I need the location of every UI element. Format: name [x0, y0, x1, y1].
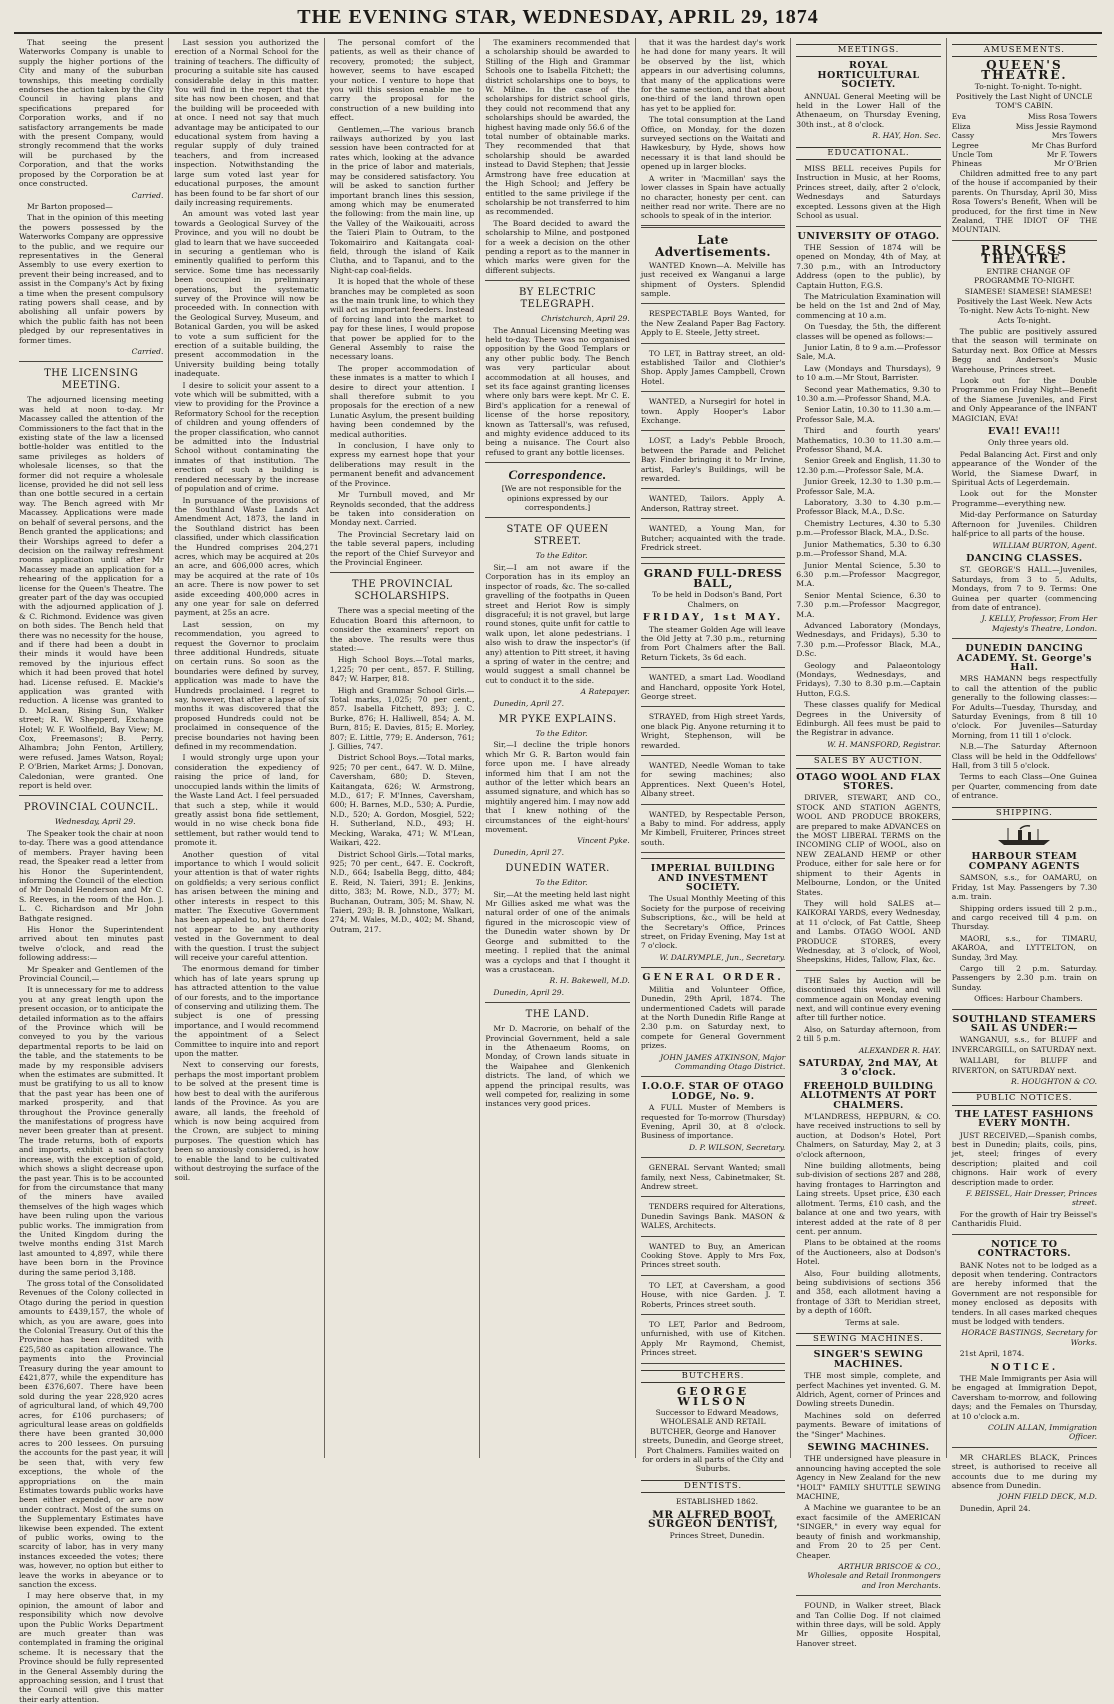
- paragraph: I desire to solicit your assent to a vote which will be submitted, with a view to providing for the Province a Reformatory School for the reception of children and young offenders of the proper classification, who cannot be admitted into the Industrial School without contaminating the inmates of that institution. The erection of such a building is rendered necessary by the increase of population and of crime.: [174, 380, 319, 494]
- notice-signature: COLIN ALLAN, Immigration Officer.: [988, 1423, 1098, 1442]
- meetings-banner: MEETINGS.: [796, 44, 940, 57]
- paragraph: Last session, on my recommendation, you agreed to request the Governor to proclaim three additional Hundreds, situate on certain runs. So soon as the boundaries were defined by survey, application was made to have the Hundreds proclaimed. I regret to say, however, that after a lapse of six months it was discovered that the proposed Hundreds could not be proclaimed in consequence of the precise boundaries not having been defined in my recommendation.: [174, 619, 319, 752]
- steamship-icon: [952, 824, 1097, 848]
- paragraph: Another question of vital importance to which I would solicit your attention is that of water rights on goldfields; a very serious conflict has arisen between the mining and other interests in respect to this matter. The Executive Government has been appealed to, but there does not appear to be any authority vested in the Government to deal with the question. I trust the subject will receive your careful attention.: [174, 849, 319, 962]
- classified-ad: TO LET, Parlor and Bedroom, unfurnished, with use of Kitchen. Apply Mr Raymond, Chemist, Princes street.: [640, 1320, 786, 1358]
- section-heading-provincial: PROVINCIAL COUNCIL.: [23, 802, 159, 814]
- divider: [952, 638, 1097, 639]
- paragraph: It is hoped that the whole of these branches may be completed as soon as the main trunk line, to which they will act as important feeders. Instead of forcing land into the market to pay for these lines, I would propose that power be applied for to the General Assembly to raise the necessary loans.: [329, 277, 475, 362]
- classified-ad: LOST, a Lady's Pebble Brooch, between the Parade and Pelichet Bay. Finder bringing it to Mr Irvine, artist, Farley's Buildings, will be rewarded.: [640, 436, 786, 484]
- ads-list-3: [641, 1163, 785, 1364]
- sewing-text: THE undersigned have pleasure in announcing having accepted the sole Agency in New Zealand for the new "HOLT" FAMILY SHUTTLE SEWING MACHINE,: [796, 1454, 941, 1502]
- cast-row: [952, 141, 1097, 150]
- classified-ad: GENERAL Servant Wanted; small family, next Ness, Cabinetmaker, St. Andrew street.: [640, 1163, 786, 1191]
- singer-text: THE most simple, complete, and perfect Machines yet invented. G. M. Aldrich, Agent, corner of Princes and Dowling streets Dunedin.: [796, 1371, 941, 1409]
- divider: [641, 1363, 785, 1364]
- cast-row: [952, 122, 1097, 131]
- paragraph: The Board decided to award the scholarship to Milne, and postponed for a week a decision on the other pending a report as to the manner in which marks were given for the different subjects.: [485, 218, 630, 275]
- horticultural-heading: ROYAL HORTICULTURAL SOCIETY.: [817, 60, 920, 91]
- paragraph: I would strongly urge upon your consideration the expediency of raising the price of land, for unoccupied lands within the limits of the Waste Land Act. I feel persuaded that such a step, while it would greatly assist bona fide settlement, would in no wise check bona fide settlement, but rather would tend to promote it.: [174, 753, 319, 848]
- paragraph: That in the opinion of this meeting the powers possessed by the Waterworks Company are oppressive to the public, and we require our representatives in the General Assembly to use every exertion to prevent their being increased, and to assist in the Company's Act by fixing a time when the present compulsory rating powers shall cease, and by abolishing all unfair powers by which the public faith has not been pledged by our representatives in former times.: [19, 213, 164, 345]
- cast-actor: Mrs Towers: [1051, 131, 1098, 141]
- pedal-text: Pedal Balancing Act. First and only appearance of the Wonder of the World, the Siamese Dwarf, in Spiritual Acts of Legerdemain.: [951, 449, 1098, 488]
- butcher-name: GEORGE WILSON: [676, 1385, 750, 1408]
- divider: [641, 391, 785, 392]
- paragraph: District School Girls.—Total marks, 925; 70 per cent., 647. E. Cockroft, N.D., 664; Isabella Begg, ditto, 484; E. Reid, N. Taieri, 391; E. Jenkins, ditto, 383; M. Rowe, N.D., 377; M. Buchanan, Outram, 305; M. Shaw, N. Taieri, 293; B. B. Johnstone, Walkari, 274; M. Wales, M.D., 402; M. Shand, Outram, 217.: [329, 849, 475, 934]
- cast-row: [952, 150, 1097, 159]
- princess-text: SIAMESE! SIAMESE! SIAMESE! Positively the Last Week. New Acts To-night. New Acts To-night. New Acts To-night.: [956, 287, 1092, 325]
- pedal-text: Look out for the Monster Programme—everything new.: [951, 489, 1098, 508]
- class-entry: Junior Greek, 12.30 to 1.30 p.m.—Professor Sale, M.A.: [796, 477, 941, 496]
- classified-ad: RESPECTABLE Boys Wanted, for the New Zealand Paper Bag Factory. Apply to E. Steele, Jetty street.: [640, 309, 786, 338]
- classified-ad: WANTED Known—A. Melville has just received ex Wanganui a large shipment of Oysters. Splendid sample.: [640, 260, 786, 298]
- southland-signature: R. HOUGHTON & CO.: [1011, 1077, 1098, 1086]
- academy-terms: Terms to each Class—One Guinea per Quarter, commencing from date of entrance.: [951, 772, 1098, 801]
- general-order-text: Militia and Volunteer Office, Dunedin, 29th April, 1874. The undermentioned Cadets will parade at the North Dunedin Rifle Range at 2.30 p.m. on Saturday next, to compete for General Government prizes.: [640, 984, 786, 1051]
- cast-actor: Mr O'Brien: [1053, 159, 1098, 169]
- cast-row: [952, 112, 1097, 121]
- to-editor: To the Editor.: [535, 878, 588, 888]
- queens-theatre-heading: QUEEN'S THEATRE.: [981, 58, 1068, 82]
- terms: Terms at sale.: [845, 1317, 900, 1327]
- fashion-note: For the growth of Hair try Beissel's Cantharidis Fluid.: [951, 1209, 1098, 1229]
- cast-role: Eva: [951, 112, 967, 122]
- letter-heading: STATE OF QUEEN STREET.: [506, 524, 609, 548]
- divider: [641, 1314, 785, 1315]
- divider: [485, 280, 629, 281]
- southland-text: WANGANUI, s.s., for BLUFF and INVERCARGILL, on SATURDAY next.: [951, 1035, 1098, 1054]
- masthead-title: THE EVENING STAR, WEDNESDAY, APRIL 29, 1874: [297, 6, 819, 28]
- class-entry: Senior Greek and English, 11.30 to 12.30 p.m.—Professor Sale, M.A.: [796, 456, 941, 475]
- paragraph: The Speaker took the chair at noon to-day. There was a good attendance of members. Prayer having been read, the Speaker read a letter from his Honor the Superintendent, informing the Council of the election of Mr Donald Henderson and Mr C. S. Reeves, in the room of the Hon. J. L. C. Richardson and Mr John Bathgate resigned.: [19, 828, 164, 923]
- cast-role: Phineas: [951, 159, 982, 169]
- column-2: [169, 38, 324, 1458]
- column-3: [325, 38, 480, 1458]
- found-text: FOUND, in Walker street, Black and Tan Collie Dog. If not claimed within three days, will be sold. Apply Mr Gillies, opposite Hospital, Hanover street.: [796, 1601, 941, 1648]
- divider: [19, 361, 163, 362]
- class-entry: Chemistry Lectures, 4.30 to 5.30 p.m.—Professor Black, M.A., D.Sc.: [796, 518, 941, 538]
- divider: [641, 518, 785, 519]
- classified-ad: STRAYED, from High street Yards, one black Pig. Anyone returning it to Wright, Stephenson, will be rewarded.: [640, 712, 786, 750]
- freehold-heading: FREEHOLD BUILDING ALLOTMENTS AT PORT CHALMERS.: [800, 1080, 937, 1111]
- divider: [19, 795, 163, 796]
- sales-text: Also, on Saturday afternoon, from 2 till 5 p.m.: [796, 1024, 941, 1044]
- section-heading-land: THE LAND.: [525, 1009, 590, 1021]
- paragraph: High and Grammar School Girls.—Total marks, 1,025; 70 per cent., 857. Isabella Fitchett, 893; J. C. Burke, 876; H. Halliwell, 854; A. M. Burn, 815; E. Davies, 815; E. Morley, 807; E. Little, 779; E. Anderson, 761; J. Gillies, 747.: [329, 685, 475, 752]
- section-heading-late-ads: Late Advertisements.: [654, 232, 772, 259]
- class-entry: Second year Mathematics, 9.30 to 10.30 a.m.—Professor Shand, M.A.: [796, 384, 941, 403]
- divider: [796, 1595, 940, 1596]
- paragraph: The Provincial Secretary laid on the table several papers, including the report of the Chief Surveyor and the Provincial Engineer.: [329, 529, 475, 567]
- divider: [641, 563, 785, 564]
- harbour-office: Offices: Harbour Chambers.: [974, 994, 1083, 1004]
- imperial-text: The Usual Monthly Meeting of this Society for the purpose of receiving Subscriptions, &c., will be held at the Secretary's Office, Princes street, on Friday Evening, May 1st at 7 o'clock.: [640, 894, 786, 951]
- class-entry: Law (Mondays and Thursdays), 9 to 10 a.m.—Mr Stout, Barrister.: [796, 363, 941, 383]
- singer-heading: SINGER'S SEWING MACHINES.: [813, 1349, 924, 1370]
- paragraph: I may here observe that, in my opinion, the amount of labor and responsibility which now devolve upon the Public Works Department are much greater than was contemplated in framing the original scheme. It is necessary that the Province should be fully represented in the General Assembly during the approaching session, and I trust that the Council will give this matter their early attention.: [19, 1591, 164, 1704]
- cast-role: Eliza: [951, 121, 971, 131]
- matinee-text: Mid-day Performance on Saturday Afternoon for Juveniles. Children half-price to all parts of the house.: [951, 510, 1098, 539]
- cast-list: [952, 112, 1097, 168]
- divider: [641, 303, 785, 304]
- paragraph: Mr Barton proposed—: [27, 201, 113, 211]
- university-note: These classes qualify for Medical Degrees in the University of Edinburgh. All fees must be paid to the Registrar in advance.: [796, 700, 941, 738]
- divider: [641, 1076, 785, 1077]
- ioof-heading: I.O.O.F. STAR OF OTAGO LODGE, No. 9.: [641, 1081, 785, 1102]
- eva-note: Only three years old.: [987, 438, 1069, 448]
- butcher-text: Successor to Edward Meadows, WHOLESALE AND RETAIL BUTCHER, George and Hanover streets, Dunedin, and George street, Port Chalmers. Families waited on for orders in all parts of the City and Suburbs.: [642, 1407, 784, 1474]
- classified-ad: WANTED, Needle Woman to take for sewing machines; also Apprentices. Next Queen's Hotel, Albany street.: [640, 760, 786, 799]
- divider: [641, 706, 785, 707]
- classified-ad: WANTED, a Young Man, for Butcher; acquainted with the trade. Fredrick street.: [640, 524, 786, 553]
- cast-role: Cassy: [951, 131, 975, 141]
- fashion-text: JUST RECEIVED,—Spanish combs, best in Dunedin; plaits, coils, pins, jet, steel; fringes of every description; plaited and coil chignons. Hair work of every description made to order.: [951, 1130, 1098, 1187]
- divider: [330, 572, 474, 573]
- divider: [641, 1275, 785, 1276]
- paragraph: The total consumption at the Land Office, on Monday, for the dozen surveyed sections on the Waitati and Hawkesbury, by Hyde, shows how necessary it is that land should be opened up in larger blocks.: [640, 115, 786, 172]
- classified-ad: WANTED, by Respectable Person, a Baby to mind. For address, apply Mr Kimbell, Fruiterer, Princes street south.: [640, 809, 786, 847]
- paragraph: The adjourned licensing meeting was held at noon to-day. Mr Macassey called the attention of the Commissioners to the fact that in the existing state of the law a licensed bottle-holder was entitled to the same privileges as holders of wholesale licenses, so that the former did not require a wholesale license, provided he did not sell less than one bottle secured in a certain way. The Bench agreed with Mr Macassey. Applications were made on behalf of several persons, and the Bench granted the applications; and their Worships agreed to defer a decision on the railway refreshment rooms application until after Mr Macassey made an application for a rehearing of the application for a license for the Queen's Theatre. The greater part of the day was occupied with the adjourned application of J. & C. Richmond. Evidence was given on both sides. The Bench held that there was no necessity for the house, and if there had been a doubt in their minds it would have been removed by the injurious effect which it had been proved that hotel had. License refused. E. Mackie's application was granted with reduction. A license was granted to D. McLean, Rising Sun, Walker street; R. W. Shepperd, Exchange Hotel; W. F. Woolfield, Bay View; M. Cox, Freemasons'; B. Perry, Alhambra; John Fenton, Artillery, were refused. James Watson, Royal; P. O'Brien, Market Arms; J. Donovan, Caledonian, were granted. One report is held over.: [19, 395, 164, 791]
- divider: [641, 852, 785, 853]
- classified-ad: WANTED to Buy, an American Cooking Stove. Apply to Mrs Fox, Princes street south.: [640, 1241, 786, 1270]
- princess-text: Look out for the Double Programme on Friday Night—Benefit of the Siamese Juveniles, and First and Only Appearance of the INFANT MAGICIAN, EVA!: [951, 376, 1098, 423]
- contract-signature: HORACE BASTINGS, Secretary for Works.: [961, 1328, 1098, 1347]
- divider: [641, 667, 785, 668]
- paragraph: Next to conserving our forests, perhaps the most important problem to be solved at the present time is how best to deal with the auriferous lands of the Province. As you are aware, all lands, the freehold of which is now being acquired from the Crown, are subject to mining purposes. The question which has been so anxiously considered, is how to enable the land to be cultivated without destroying the surface of the soil.: [174, 1060, 319, 1183]
- princess-text: The public are positively assured that the season will terminate on Saturday next. Box Office at Messrs Begg and Anderson's Music Warehouse, Princes street.: [951, 326, 1098, 374]
- imperial-signature: W. DALRYMPLE, Jun., Secretary.: [659, 952, 786, 962]
- divider: [952, 1447, 1097, 1448]
- to-editor: To the Editor.: [535, 728, 588, 738]
- wool-text: They will hold SALES at—KAIKORAI YARDS, every Wednesday, at 11 o'clock, of Fat Cattle, Sheep and Lambs. OTAGO WOOL AND PRODUCE STORES, every Wednesday, at 3 o'clock, of Wool, Sheepskins, Hides, Tallow, Flax, &c.: [796, 898, 941, 965]
- signature: Vincent Pyke.: [577, 836, 630, 846]
- paragraph: The enormous demand for timber which has of late years sprung up has attracted attention to the value of our forests, and to the importance of conserving and utilizing them. The subject is one of pressing importance, and I would recommend the appointment of a Select Committee to inquire into and report upon the matter.: [174, 964, 319, 1059]
- divider: [641, 225, 785, 228]
- southland-text: WALLABI, for BLUFF and RIVERTON, on SATURDAY next.: [951, 1056, 1098, 1075]
- charles-signature: JOHN FIELD DECK, M.D.: [998, 1492, 1098, 1502]
- paragraph: Sir,—I decline the triple honors which Mr G. R. Barton would fain force upon me. I have already informed him that I am not the author of the letter which bears an assumed signature, and which has so mightily angered him. I may now add that I knew nothing of the circumstances of the eight-hours' movement.: [485, 740, 630, 835]
- cast-actor: Mr Chas Burford: [1031, 140, 1098, 150]
- contract-text: BANK Notes not to be lodged as a deposit when tendering. Contractors are hereby informed that the Government are not responsible for money enclosed as deposits with tenders. In all cases marked cheques must be lodged with tenders.: [951, 1260, 1098, 1326]
- educational-banner: EDUCATIONAL.: [796, 147, 940, 160]
- class-entry: Junior Latin, 8 to 9 a.m.—Professor Sale, M.A.: [796, 342, 941, 362]
- sales-signature: ALEXANDER R. HAY.: [858, 1045, 941, 1055]
- general-order-heading: GENERAL ORDER.: [642, 972, 784, 984]
- paragraph: His Honor the Superintendent arrived about ten minutes past twelve o'clock, and read the following address:—: [19, 924, 164, 963]
- date-line: Wednesday, April 29.: [54, 817, 136, 827]
- public-notices-banner: PUBLIC NOTICES.: [952, 1092, 1097, 1105]
- class-entry: Laboratory, 3.30 to 4.30 p.m.—Professor Black, M.A., D.Sc.: [796, 498, 941, 517]
- column-4: [480, 38, 635, 1458]
- cast-actor: Miss Jessie Raymond: [1015, 121, 1098, 131]
- saturday-title: SATURDAY, 2nd MAY, At 3 o'clock.: [798, 1058, 939, 1079]
- cast-role: Uncle Tom: [951, 150, 993, 160]
- divider: [952, 1234, 1097, 1235]
- letter-heading: DUNEDIN WATER.: [505, 863, 610, 875]
- paragraph: An amount was voted last year towards a Geological Survey of the Province, and you will no doubt be glad to learn that we have succeeded in securing a gentleman who is eminently qualified to perform this service. Some time has necessarily been occupied in preliminary operations, but the systematic survey of the Province will now be proceeded with. In connection with the Geological Survey, Museum, and Botanical Garden, you will be asked to vote a sum sufficient for the erection of a suitable building, the present accommodation in the University building being totally inadequate.: [174, 209, 319, 379]
- divider: [952, 1009, 1097, 1010]
- contract-date: 21st April, 1874.: [959, 1349, 1025, 1359]
- paragraph: Mr Turnbull moved, and Mr Reynolds seconded, that the address be taken into consideration on Monday next. Carried.: [329, 490, 475, 528]
- paragraph: The gross total of the Consolidated Revenues of the Colony collected in Otago during the period in question amounts to £439,157, the whole of which, as you are aware, goes into the Colonial Treasury. Out of this the Province has been credited with £25,580 as capitation allowance. The payments into the Provincial Treasury during the year amount to £421,877, while the expenditure has been £376,607. There have been sold during the year 228,920 acres of agricultural land, of which 49,700 acres, for £106 purchasers; of agricultural lease areas on goldfields there have been granted 30,000 acres to 200 lessees. On pursuing the accounts for the past year, it will be seen that, with very few exceptions, the whole of the appropriations on the main Estimates towards public works have been either expended, or are now under contract. Most of the sums on the Supplementary Estimates have likewise been expended. The extent of public works, owing to the scarcity of labor, has in very many instances exceeded the votes; there was, however, no option but either to leave the works in abeyance or to sanction the excess.: [19, 1278, 164, 1589]
- paragraph: Mr Speaker and Gentlemen of the Provincial Council,—: [19, 964, 164, 983]
- dancing-signature: J. KELLY, Professor, From Her Majesty's Theatre, London.: [981, 614, 1098, 633]
- notice-heading: NOTICE.: [990, 1361, 1059, 1373]
- freehold-text: Plans to be obtained at the rooms of the Auctioneers, also at Dodson's Hotel.: [796, 1238, 941, 1267]
- ball-text: The steamer Golden Age will leave the Old Jetty at 7.30 p.m., returning from Port Chalmers after the Ball. Return Tickets, 3s 6d each.: [640, 624, 786, 662]
- classified-ad: TO LET, at Caversham, a good House, with nice Garden. J. T. Roberts, Princes street south.: [640, 1280, 786, 1309]
- dateline: Christchurch, April 29.: [541, 314, 630, 324]
- divider: [796, 970, 940, 971]
- freehold-text: Also, Four building allotments, being subdivisions of sections 356 and 358, each allotment having a frontage of 33ft to Meridian street, by a depth of 160ft.: [796, 1268, 941, 1316]
- cast-actor: Miss Rosa Towers: [1027, 112, 1098, 122]
- ball-date: FRIDAY, 1st MAY.: [642, 612, 784, 624]
- dentist-address: Princes Street, Dunedin.: [669, 1531, 765, 1541]
- classified-ad: WANTED, Tailors. Apply A. Anderson, Rattray street.: [640, 494, 786, 513]
- paragraph: The personal comfort of the patients, as well as their chance of recovery, promoted; the subject, however, seems to have escaped your notice. I venture to hope that you will this session enable me to carry the proposal for the construction of a new building into effect.: [329, 38, 475, 123]
- signature: A Ratepayer.: [580, 687, 630, 697]
- ball-title: GRAND FULL-DRESS BALL,: [643, 567, 783, 590]
- university-signature: W. H. MANSFORD, Registrar.: [827, 739, 941, 749]
- classified-ad: TO LET, in Battray street, an old-established Tailor and Clothier's Shop. Apply James Campbell, Crown Hotel.: [640, 348, 786, 386]
- divider: [796, 226, 940, 227]
- dentists-banner: DENTISTS.: [641, 1480, 785, 1493]
- butchers-banner: BUTCHERS.: [641, 1370, 785, 1383]
- princess-text: ENTIRE CHANGE OF PROGRAMME TO-NIGHT.: [974, 266, 1075, 285]
- section-heading-telegraph: BY ELECTRIC TELEGRAPH.: [519, 287, 597, 311]
- divider: [641, 557, 785, 558]
- sales-banner: SALES BY AUCTION.: [796, 755, 940, 768]
- class-entry: Third and fourth years' Mathematics, 10.30 to 11.30 a.m.—Professor Shand, M.A.: [796, 426, 941, 455]
- academy-note: N.B.—The Saturday Afternoon Class will be held in the Oddfellows' Hall, from 3 till 5 o'clock.: [951, 742, 1098, 771]
- divider: [641, 1196, 785, 1197]
- columns: [14, 38, 1102, 1704]
- signature-date: Dunedin, April 27.: [493, 847, 565, 857]
- wool-heading: OTAGO WOOL AND FLAX STORES.: [796, 771, 941, 793]
- princess-signature: WILLIAM BURTON, Agent.: [992, 540, 1098, 550]
- sewing-signature: ARTHUR BRISCOE & CO., Wholesale and Retail Ironmongers and Iron Merchants.: [807, 1561, 941, 1590]
- class-entry: Senior Mental Science, 6.30 to 7.30 p.m.—Professor Macgregor, M.A.: [796, 590, 941, 619]
- divider: [641, 343, 785, 344]
- disclaimer: [We are not responsible for the opinions expressed by our correspondents.]: [501, 484, 622, 513]
- university-text: On Tuesday, the 5th, the different classes will be opened as follows:—: [796, 322, 941, 341]
- horticultural-signature: R. HAY, Hon. Sec.: [872, 131, 941, 141]
- classified-ad: WANTED, a Nursegirl for hotel in town. Apply Hooper's Labor Exchange.: [640, 397, 786, 425]
- classified-ad: WANTED, a smart Lad. Woodland and Hanchard, opposite York Hotel, George street.: [640, 673, 786, 701]
- fashions-heading: THE LATEST FASHIONS EVERY MONTH.: [954, 1108, 1094, 1130]
- paragraph: Mr D. Macrorie, on behalf of the Provincial Government, held a sale in the Athenaeum Rooms, on Monday, of Crown lands situate in the Waipahee and Glenkenich districts. The land, of which we append the principal results, was well competed for, realizing in some instances very good prices.: [485, 1024, 630, 1109]
- university-text: THE Session of 1874 will be opened on Monday, 4th of May, at 7.30 p.m., with an Introductory Address (open to the public), by Captain Hutton, F.G.S.: [796, 242, 941, 290]
- sewing-heading-2: SEWING MACHINES.: [807, 1442, 930, 1454]
- divider: [641, 488, 785, 489]
- general-order-signature: JOHN JAMES ATKINSON, Major Commanding Otago District.: [660, 1052, 786, 1071]
- paragraph: Last session you authorized the erection of a Normal School for the training of teachers. The difficulty of procuring a suitable site has caused considerable delay in this matter. You will find in the report that the site has now been chosen, and that the building will be proceeded with at once. I need not say that much advantage may be anticipated to our educational system from having a regular supply of duly trained teachers, and from increased inspection. Notwithstanding the large sum voted last year for educational purposes, the amount has been found to be far short of our daily increasing requirements.: [174, 38, 319, 207]
- cast-row: [952, 159, 1097, 168]
- divider: [952, 240, 1097, 241]
- queens-note: Children admitted free to any part of the house if accompanied by their parents. On Thursday, April 30, Miss Rosa Towers's Benefit, When will be produced, for the first time in New Zealand, THE IDIOT OF THE MOUNTAIN.: [951, 168, 1098, 235]
- divider: [641, 967, 785, 968]
- horticultural-text: ANNUAL General Meeting will be held in the Lower Hall of the Athenaeum, on Thursday Evening, 30th inst., at 8 o'clock.: [796, 91, 941, 129]
- class-entry: Junior Mental Science, 5.30 to 6.30 p.m.—Professor Macgregor, M.A.: [796, 560, 941, 589]
- paragraph: High School Boys.—Total marks, 1,225; 70 per cent., 857. F. Stilling, 847; W. Harper, 818.: [329, 655, 475, 684]
- cast-role: Legree: [951, 140, 979, 150]
- class-entry: Geology and Palaeontology (Mondays, Wednesdays, and Fridays), 7.30 to 8.30 p.m.—Captain Hutton, F.G.S.: [796, 660, 941, 698]
- eva-banner: EVA!! EVA!!!: [988, 426, 1061, 438]
- class-list: [796, 343, 940, 698]
- carried: Carried.: [131, 190, 164, 200]
- sales-text: THE Sales by Auction will be discontinued this week, and will commence again on Monday evening next, and will continue every evening after till further notice.: [796, 975, 941, 1023]
- divider: [641, 1236, 785, 1237]
- university-heading: UNIVERSITY OF OTAGO.: [797, 230, 940, 242]
- divider: [641, 1157, 785, 1158]
- paragraph: That seeing the present Waterworks Company is unable to supply the higher portions of the City and many of the suburban townships, this meeting cordially endorses the action taken by the City Council in having plans and specifications prepared for Corporation works, and if no satisfactory arrangements be made with the present Company, would strongly recommend that the works will be purchased by the Corporation, and that the works proposed by the Corporation be at once constructed.: [19, 38, 164, 189]
- paragraph: In pursuance of the provisions of the Southland Waste Lands Act Amendment Act, 1873, the land in the Southland district has been classified, under which classification the Hundred comprises 204,271 acres, which may be acquired at 20s an acre, and 606,000 acres, which may be acquired at the rate of 10s an acre. There is now power to set aside exceeding 400,000 acres in any one year for sale on deferred payment, at 25s an acre.: [174, 495, 319, 618]
- to-editor: To the Editor.: [535, 551, 588, 561]
- paragraph: that it was the hardest day's work he had done for many years. It will be observed by the list, which appears in our advertising columns, that many of the applications were for the same section, and that about one-third of the land thrown open has yet to be applied for.: [640, 38, 786, 113]
- letter-heading: MR PYKE EXPLAINS.: [498, 713, 617, 725]
- paragraph: The proper accommodation of these inmates is a matter to which I desire to direct your attention. I shall therefore submit to you proposals for the erection of a new Lunatic Asylum, the present building having been condemned by the medical authorities.: [329, 363, 475, 439]
- university-text: The Matriculation Examination will be held on the 1st and 2nd of May, commencing at 10 a.m.: [796, 291, 941, 320]
- academy-heading: DUNEDIN DANCING ACADEMY. St. George's Hall.: [956, 643, 1092, 673]
- academy-text: MRS HAMANN begs respectfully to call the attention of the public generally to the following classes:— For Adults—Tuesday, Thursday, and Saturday Evenings, from 8 till 10 o'clock. For Juveniles—Saturday Morning, from 11 till 1 o'clock.: [951, 674, 1098, 740]
- column-7: [947, 38, 1102, 1513]
- queens-text: To-night. To-night. To-night. Positively the Last Night of UNCLE TOM'S CABIN.: [956, 82, 1093, 111]
- column-6: [791, 38, 946, 1648]
- column-5: [636, 38, 791, 1541]
- sewing-text: A Machine we guarantee to be an exact facsimile of the AMERICAN "SINGER," in every way equal for beauty of finish and workmanship, and From 20 to 25 per Cent. Cheaper.: [796, 1503, 941, 1560]
- paragraph: Sir,—I am not aware if the Corporation has in its employ an inspector of roads, &c. The so-called gravelling of the footpaths in Queen street and Heriot Row is simply disgraceful; it is not gravel, but large round stones, quite unfit for cattle to walk upon, let alone pedestrians. I also wish to draw the inspector's (if any) attention to Pitt street, it having a spring of water in the centre; and would suggest a small channel be cut to conduct it to the side.: [485, 562, 630, 685]
- class-entry: Senior Latin, 10.30 to 11.30 a.m.—Professor Sale, M.A.: [796, 405, 941, 424]
- dentist-established: ESTABLISHED 1862.: [675, 1497, 759, 1507]
- divider: [641, 804, 785, 805]
- wool-text: DRIVER, STEWART, AND CO., STOCK AND STATION AGENTS, WOOL AND PRODUCE BROKERS, are prepared to make ADVANCES on the MOST LIBERAL TERMS on the INCOMING CLIP of WOOL, also on NEW ZEALAND HEMP or other Produce, either for sale here or for shipment to their Agents in Melbourne, London, or the United States.: [796, 793, 941, 897]
- ioof-text: A FULL Muster of Members is requested for To-morrow (Thursday) Evening, April 30, at 8 o'clock. Business of importance.: [640, 1103, 786, 1141]
- paragraph: Gentlemen,—The various branch railways authorized by you last session have been contracted for at rates which, looking at the advance in the price of labor and materials, may be considered satisfactory. You will be asked to sanction further important branch lines this session, among which may be enumerated the following: from the main line, up the Valley of the Waikouaiti, across the Taieri Plain to Outram, to the Tokomairiro and Kaitangata coal-field, through the island of Kaik Clutha, and to Tapanui, and to the Night-cap coal-fields.: [329, 124, 475, 275]
- shipping-banner: SHIPPING.: [952, 807, 1097, 820]
- notice-text: THE Male Immigrants per Asia will be engaged at Immigration Depot, Caversham to-morrow, and following days; and the Females on Thursday, at 10 o'clock a.m.: [951, 1373, 1098, 1421]
- signature-date: Dunedin, April 29.: [493, 987, 565, 997]
- fashion-signature: F. BEISSEL, Hair Dresser, Princes street.: [965, 1189, 1098, 1208]
- divider: [641, 430, 785, 431]
- paragraph: The Annual Licensing Meeting was held to-day. There was no organised opposition by the Good Templars or any other public body. The Bench was very particular about accommodation at all houses, and set its face against granting licenses where only bars were kept. Mr C. E. Bird's application for a renewal of license of the horse repository, known as Tattersall's, was refused, and mighty evidence adduced to its being a nuisance. The Court also refused to grant any bottle licenses.: [485, 325, 630, 457]
- late-ads-list: [641, 261, 785, 559]
- paragraph: A writer in 'Macmillan' says the lower classes in Spain have actually no character, honesty per cent. can neither read nor write. There are no schools to speak of in the interior.: [640, 173, 786, 221]
- harbour-text: SAMSON, s.s., for OAMARU, on Friday, 1st May. Passengers by 7.30 a.m. train.: [951, 873, 1098, 902]
- freehold-text: M'LANDRESS, HEPBURN, & CO. have received instructions to sell by auction, at Dodson's Hotel, Port Chalmers, on Saturday, May 2, at 3 o'clock afternoon,: [796, 1112, 941, 1159]
- masthead: [14, 6, 1102, 34]
- signature: R. H. Bakewell, M.D.: [549, 976, 630, 986]
- amusements-banner: AMUSEMENTS.: [952, 44, 1097, 57]
- section-heading-correspondence: Correspondence.: [508, 467, 607, 483]
- section-heading-scholarships: THE PROVINCIAL SCHOLARSHIPS.: [351, 579, 453, 603]
- divider: [641, 755, 785, 756]
- dentist-name: MR ALFRED BOOT, SURGEON DENTIST,: [647, 1508, 779, 1530]
- paragraph: The examiners recommended that a scholarship should be awarded to Stilling of the High and Grammar Schools one to Isabella Fitchett; the district scholarships one to boys, to W. Milne. In the case of the scholarships for district school girls, they could not recommend that any scholarships should be awarded, the highest having made only 56.6 of the total number of obtainable marks. They recommended that that scholarship should be awarded instead to David Stephen; that Jessie Armstrong have free education at the High School; and Jeffery be entitled to the same privilege if the scholarship be not transferred to him as recommended.: [485, 38, 630, 217]
- paragraph: District School Boys.—Total marks, 925; 70 per cent., 647. W. D. Milne, Caversham, 680; D. Steven, Kaitangata, 626; W. Armstrong, M.D., 617; F. M'Innes, Caversham, 600; H. Barnes, M.D., 530; A. Purdie, N.D., 520; A. Gordon, Mosgiel, 522; H. Sutherland, N.D., 493; H. Mecking, Waraka, 471; W. M'Lean, Waikari, 422.: [329, 753, 475, 848]
- divider: [485, 517, 629, 518]
- signature-date: Dunedin, April 27.: [493, 698, 565, 708]
- paragraph: It is unnecessary for me to address you at any great length upon the present occasion, or to anticipate the detailed information as to the affairs of the Province which will be conveyed to you by the various departmental reports to be laid on the table, and the statements to be made by my responsible advisers when the estimates are submitted. It must be gratifying to us all to know that the past year has been one of marked prosperity, and that throughout the Province generally the manifestations of progress have never been greater than at present. The trade returns, both of exports and imports, exhibit a satisfactory increase, with the exception of gold, which shows a slight decrease upon the past year. This is to be accounted for from the circumstance that many of the miners have availed themselves of the high wages which have been ruling upon the various public works. The immigration from the United Kingdom during the twelve months ending 31st March last amounted to 4,897, while there have been born in the Province during the same period 3,188.: [19, 985, 164, 1277]
- ads-list-2: [641, 673, 785, 853]
- divider: [485, 462, 629, 463]
- singer-text: Machines sold on deferred payments. Beware of imitations of the "Singer" Machines.: [796, 1410, 941, 1439]
- harbour-text: Cargo till 2 p.m. Saturday. Passengers by 2.30 p.m. train on Sunday.: [951, 963, 1098, 992]
- cast-row: [952, 131, 1097, 140]
- harbour-heading: HARBOUR STEAM COMPANY AGENTS: [968, 851, 1081, 872]
- princess-theatre-heading: PRINCESS THEATRE.: [980, 242, 1069, 267]
- dancing-text: ST. GEORGE'S HALL.—Juveniles, Saturdays, from 3 to 5. Adults, Mondays, from 7 to 9. Terms: One Guinea per quarter (commencing from date of entrance).: [951, 565, 1098, 612]
- charles-date: Dunedin, April 24.: [959, 1503, 1031, 1513]
- harbour-text: MAORI, s.s., for TIMARU, AKAROA, and LYTTELTON, on Sunday, 3rd May.: [951, 933, 1098, 962]
- sewing-banner: SEWING MACHINES.: [796, 1333, 940, 1346]
- cast-actor: Mr F. Towers: [1046, 150, 1098, 160]
- ball-subtitle: To be held in Dodson's Band, Port Chalmers, on: [652, 590, 783, 609]
- divider: [485, 1002, 629, 1003]
- class-entry: Junior Mathematics, 5.30 to 6.30 p.m.—Professor Shand, M.A.: [796, 539, 941, 559]
- freehold-text: Nine building allotments, being sub-division of sections 287 and 288, having frontages to Harrington and Laing streets. Upset price, £30 each allotment. Terms, £10 cash, and the balance at one and two years, with interest added at the rate of 8 per cent. per annum.: [796, 1161, 941, 1236]
- classified-ad: TENDERS required for Alterations, Dunedin Savings Bank. MASON & WALES, Architects.: [640, 1202, 786, 1231]
- educational-text: MISS BELL receives Pupils for Instruction in Music, at her Rooms, Princes street, daily, after 2 o'clock, Wednesdays and Saturdays excepted. Lessons given at the High School as usual.: [796, 164, 941, 221]
- harbour-text: Shipping orders issued till 2 p.m., and cargo received till 4 p.m. on Thursday.: [951, 903, 1098, 932]
- column-1: [14, 38, 169, 1704]
- charles-text: MR CHARLES BLACK, Princes street, is authorised to receive all accounts due to me during my absence from Dunedin.: [951, 1452, 1098, 1491]
- dancing-heading: DANCING CLASSES.: [966, 552, 1083, 564]
- class-entry: Advanced Laboratory (Mondays, Wednesdays, and Fridays), 5.30 to 7.30 p.m.—Professor Black, M.A., D.Sc.: [796, 620, 941, 659]
- carried: Carried.: [131, 347, 164, 356]
- southland-heading: SOUTHLAND STEAMERS SAIL AS UNDER:—: [952, 1013, 1097, 1034]
- imperial-heading: IMPERIAL BUILDING AND INVESTMENT SOCIETY.: [650, 863, 776, 894]
- divider: [641, 858, 785, 859]
- contractors-heading: NOTICE TO CONTRACTORS.: [977, 1238, 1072, 1260]
- paragraph: There was a special meeting of the Education Board this afternoon, to consider the examiners' report on the above. The results were thus stated:—: [329, 606, 475, 653]
- section-heading-licensing: THE LICENSING MEETING.: [44, 368, 139, 392]
- paragraph: Sir,—At the meeting held last night Mr Gillies asked me what was the natural order of one of the animals figured in the microscopic view of the Dunedin water shown by Dr George and submitted to the meeting. I replied that the animal was a cyclops and that I thought it was a crustacean.: [485, 889, 630, 974]
- ioof-signature: D. P. WILSON, Secretary.: [688, 1142, 786, 1152]
- paragraph: In conclusion, I have only to express my earnest hope that your deliberations may result in the permanent benefit and advancement of the Province.: [329, 441, 475, 488]
